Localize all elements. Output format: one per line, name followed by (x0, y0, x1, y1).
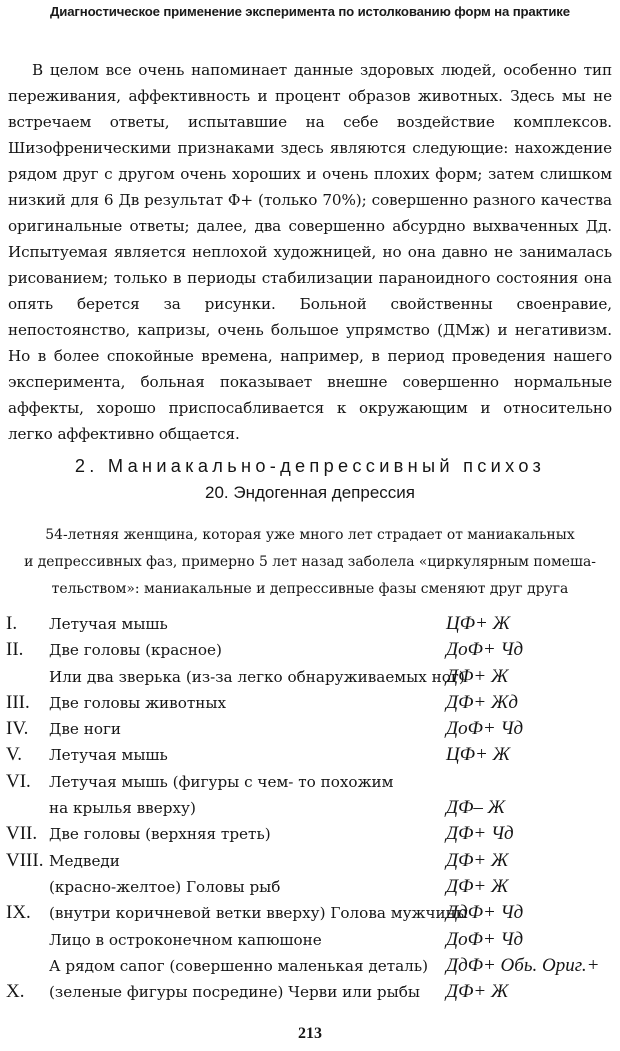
card-number: V. (6, 744, 23, 766)
scoring-code: ДФ+ Ж (446, 981, 509, 1003)
scoring-code: ДФ+ Чд (446, 823, 514, 845)
response-text: (внутри коричневой ветки вверху) Голова мужчины (49, 904, 468, 923)
scoring-code: ДдФ+ Чд (446, 902, 524, 924)
running-header: Диагностическое применение эксперимента по истолкованию форм на практике (50, 4, 570, 19)
table-row (0, 716, 620, 742)
table-row (0, 611, 620, 637)
page-number: 213 (298, 1025, 322, 1042)
scoring-code: ДФ+ Ж (446, 849, 509, 871)
table-row (0, 953, 620, 979)
response-text: на крылья вверху) (49, 799, 196, 818)
card-number: II. (6, 639, 24, 661)
card-number: VIII. (6, 849, 44, 871)
intro-line: и депрессивных фаз, примерно 5 лет назад заболела «циркулярным помеша- (24, 554, 596, 570)
card-number: X. (6, 981, 25, 1003)
response-text: (красно-желтое) Головы рыб (49, 877, 281, 896)
response-table (0, 611, 620, 1005)
card-number: I. (6, 613, 18, 634)
table-row (0, 900, 620, 926)
scoring-code: ДФ+ Ж (446, 665, 509, 687)
response-text: (зеленые фигуры посредине) Черви или рыбы (49, 983, 420, 1002)
table-row (0, 690, 620, 716)
table-row (0, 848, 620, 874)
section-heading: 2. Маниакально-депрессивный психоз (74, 456, 546, 476)
card-number: VII. (6, 823, 38, 845)
scoring-code: ЦФ+ Ж (446, 744, 510, 766)
response-text: Медведи (49, 851, 120, 870)
scoring-code: ДФ+ Ж (446, 875, 509, 897)
table-row (0, 979, 620, 1005)
table-row (0, 821, 620, 847)
response-text: Летучая мышь (фигуры с чем- то похожим (49, 772, 394, 791)
scoring-code: ДоФ+ Чд (446, 718, 524, 740)
table-row (0, 874, 620, 900)
intro-line: тельством»: маниакальные и депрессивные фазы сменяют друг друга (51, 581, 569, 597)
table-row (0, 742, 620, 768)
scoring-code: ДФ– Ж (446, 797, 506, 819)
response-text: Лицо в остроконечном капюшоне (49, 930, 322, 949)
body-paragraph: В целом все очень напоминает данные здоровых людей, особенно тип переживания, аффективность и процент образов животных. Здесь мы не встречаем ответы, испытавшие на себе воздействие комплексов. Шизофреническими признаками здесь являются следующие: нахождение рядом друг с другом очень хороших и очень плохих форм; затем слишком низкий для 6 Дв результат Ф+ (только 70%); совершенно разного качества оригинальные ответы; далее, два совершенно абсурдно выхваченных Дд. Испытуемая является неплохой художницей, но она давно не занималась рисованием; только в периоды стабилизации параноидного состояния она опять берется за рисунки. Больной свойственны своенравие, непостоянство, капризы, очень большое упрямство (ДМж) и негативизм. Но в более спокойные времена, например, в период проведения нашего эксперимента, больная показывает внешне совершенно нормальные аффекты, хорошо приспосабливается к окружающим и относительно легко аффективно общается. (8, 61, 612, 443)
scoring-code: ДФ+ Жд (446, 691, 518, 713)
card-number: VI. (6, 770, 31, 792)
intro-line: 54-летняя женщина, которая уже много лет страдает от маниакальных (45, 527, 575, 543)
scoring-code: ДдФ+ Обь. Ориг.+ (446, 954, 600, 976)
response-text: Две ноги (49, 720, 122, 739)
response-text: Летучая мышь (49, 746, 168, 765)
scoring-code: ДоФ+ Чд (446, 928, 524, 950)
response-text: Две головы (красное) (49, 641, 222, 660)
response-text: А рядом сапог (совершенно маленькая деталь) (49, 956, 429, 975)
response-text: Две головы животных (49, 693, 227, 712)
response-text: Две головы (верхняя треть) (49, 825, 271, 844)
response-text: Летучая мышь (49, 615, 168, 633)
table-row (0, 795, 620, 821)
response-text: Или два зверька (из-за легко обнаруживаемых ног) (49, 667, 465, 686)
card-number: IX. (6, 902, 31, 924)
scoring-code: ДоФ+ Чд (446, 639, 524, 661)
table-row (0, 769, 620, 795)
case-intro (8, 522, 612, 603)
table-row (0, 664, 620, 690)
table-row (0, 637, 620, 663)
table-row (0, 927, 620, 953)
scoring-code: ЦФ+ Ж (446, 613, 510, 634)
card-number: IV. (6, 718, 29, 740)
card-number: III. (6, 691, 30, 713)
case-heading: 20. Эндогенная депрессия (205, 483, 415, 502)
